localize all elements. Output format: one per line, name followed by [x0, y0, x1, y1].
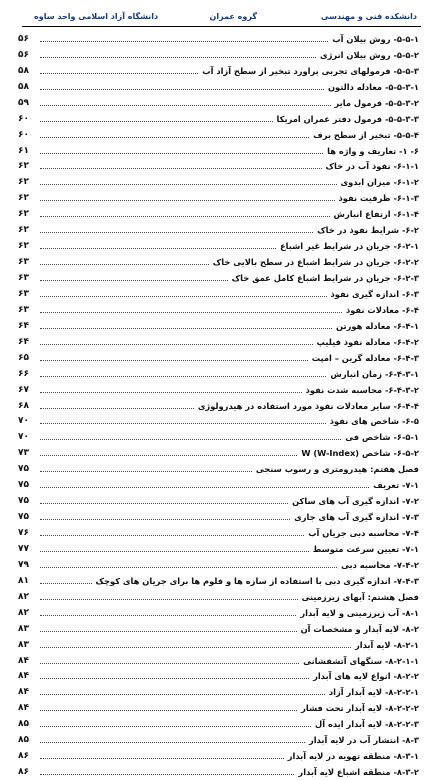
toc-entry — [18, 573, 419, 589]
toc-leader-dots — [40, 677, 309, 679]
toc-leader-dots — [40, 502, 288, 504]
toc-entry-title: فصل هفتم: هیدرومتری و رسوب سنجی — [255, 464, 419, 475]
toc-entry-page: ۸۴ — [18, 703, 29, 714]
toc-entry-title: ۶-۵-۱- شاخص فی — [345, 432, 419, 443]
toc-leader-dots — [40, 486, 369, 488]
toc-leader-dots — [40, 630, 297, 632]
header-university: دانشگاه آزاد اسلامی واحد ساوه — [34, 12, 159, 21]
toc-entry-title: ۶-۱-۱- نفوذ آب در خاک — [325, 161, 419, 172]
toc-leader-dots — [40, 152, 323, 154]
toc-leader-dots — [40, 693, 325, 695]
toc-entry-page: ۶۲ — [18, 177, 29, 188]
toc-entry-title: ۶-۴-۳-۲- محاسبه شدت نفوذ — [305, 384, 419, 395]
toc-entry-title: ۵-۵-۳-۳- فرمول دفتر عمران امریکا — [276, 113, 419, 124]
toc-leader-dots — [40, 709, 297, 711]
toc-entry-page: ۶۴ — [18, 336, 29, 347]
toc-leader-dots — [40, 391, 302, 393]
toc-entry-page: ۸۴ — [18, 687, 29, 698]
toc-entry — [18, 509, 419, 525]
toc-leader-dots — [40, 407, 194, 409]
toc-leader-dots — [40, 104, 331, 106]
toc-entry-page: ۷۶ — [18, 528, 29, 539]
toc-entry — [18, 414, 419, 430]
toc-entry-page: ۶۲ — [18, 161, 29, 172]
toc-entry-title: ۸-۲-۲-۱- لایه آبدار آزاد — [328, 687, 419, 698]
toc-entry-page: ۶۳ — [18, 288, 29, 299]
toc-entry-title: ۵-۵-۳-۱- معادله دالتون — [327, 81, 419, 92]
toc-leader-dots — [40, 56, 316, 58]
toc-entry — [18, 206, 419, 222]
toc-entry-title: ۶-۵-۲- شاخص W (W-Index) — [301, 448, 419, 459]
toc-leader-dots — [40, 470, 252, 472]
toc-entry-page: ۶۲ — [18, 209, 29, 220]
toc-entry-title: ۸-۲- لایه آبدار و مشخصات آن — [300, 623, 419, 634]
toc-entry-title: فصل هشتم: آبهای زیرزمینی — [301, 591, 419, 602]
toc-entry-title: ۷-۱- تعیین سرعت متوسط — [312, 543, 419, 554]
toc-entry-title: ۶-۱-۴- ارتفاع انبارش — [333, 209, 419, 220]
toc-entry — [18, 589, 419, 605]
toc-entry-page: ۵۹ — [18, 97, 29, 108]
toc-entry-page: ۵۸ — [18, 65, 29, 76]
toc-entry-title: ۵-۵-۴- تبخیر از سطح برف — [313, 129, 419, 140]
toc-entry — [18, 398, 419, 414]
toc-entry-title: ۶-۳- اندازه گیری نفوذ — [330, 288, 419, 299]
toc-entry-title: ۶-۲-۱- جریان در شرایط غیر اشباع — [279, 241, 419, 252]
toc-entry — [18, 63, 419, 79]
toc-entry-page: ۸۳ — [18, 639, 29, 650]
toc-entry — [18, 111, 419, 127]
toc-entry — [18, 79, 419, 95]
toc-leader-dots — [40, 311, 342, 313]
header-department: گروه عمران — [209, 12, 257, 21]
toc-leader-dots — [40, 136, 309, 138]
toc-leader-dots — [40, 646, 351, 648]
toc-entry-page: ۷۵ — [18, 480, 29, 491]
toc-entry-title: ۶-۱-۲- میزان ابدوی — [340, 177, 419, 188]
toc-leader-dots — [40, 359, 308, 361]
toc-leader-dots — [40, 518, 290, 520]
toc-entry — [18, 174, 419, 190]
toc-entry-title: ۶-۴-۳-۱- زمان انبارش — [330, 368, 419, 379]
toc-leader-dots — [40, 566, 337, 568]
toc-leader-dots — [40, 88, 324, 90]
toc-entry-page: ۵۶ — [18, 49, 29, 60]
toc-entry-page: ۷۵ — [18, 512, 29, 523]
toc-entry — [18, 350, 419, 366]
toc-entry — [18, 222, 419, 238]
toc-entry-title: ۵-۵-۳- فرمولهای تجربی براورد تبخیر از سطح آزاد آب — [202, 65, 419, 76]
toc-entry-title: ۶-۴-۴- سایر معادلات نفوذ مورد استفاده در هیدرولوژی — [197, 400, 419, 411]
toc-entry-page: ۶۴ — [18, 320, 29, 331]
toc-entry — [18, 334, 419, 350]
toc-entry-title: ۶-۵- شاخص های نفوذ — [329, 416, 419, 427]
toc-entry — [18, 429, 419, 445]
toc-entry — [18, 621, 419, 637]
toc-entry — [18, 159, 419, 175]
toc-entry — [18, 764, 419, 780]
toc-entry-title: ۶-۴-۱- معادله هورتن — [336, 320, 419, 331]
toc-entry-title: ۶-۴-۳- معادله گرین – امپت — [311, 352, 419, 363]
toc-entry — [18, 541, 419, 557]
toc-entry — [18, 238, 419, 254]
toc-entry-page: ۵۶ — [18, 33, 29, 44]
toc-entry — [18, 748, 419, 764]
toc-entry-page: ۸۶ — [18, 751, 29, 762]
toc-entry-title: ۸-۲-۲- انواع لایه های آبدار — [313, 671, 419, 682]
toc-entry-title: ۷-۱- تعریف — [373, 480, 419, 491]
toc-entry — [18, 95, 419, 111]
toc-entry-page: ۷۹ — [18, 559, 29, 570]
toc-entry-title: ۸-۲-۱- لایه آبدار — [354, 639, 419, 650]
toc-entry-title: ۶-۲-۲- جریان در شرایط اشباع در سطح بالایی خاک — [212, 257, 419, 268]
toc-leader-dots — [40, 215, 330, 217]
toc-entry-title: ۵-۵-۱- روش بیلان آب — [332, 33, 419, 44]
toc-leader-dots — [40, 72, 198, 74]
toc-leader-dots — [40, 343, 313, 345]
toc-entry-page: ۶۶ — [18, 368, 29, 379]
toc-entry-title: ۸-۲-۲-۳- لایه آبدار ایده آل — [315, 719, 419, 730]
toc-leader-dots — [40, 422, 326, 424]
toc-entry-title: ۵-۵-۳-۲- فرمول مایر — [334, 97, 419, 108]
toc-entry-page: ۷۰ — [18, 432, 29, 443]
toc-entry-title: ۶-۱-۳- ظرفیت نفوذ — [338, 193, 419, 204]
toc-entry-title: ۵-۵-۲- روش بیلان انرژی — [320, 49, 419, 60]
toc-entry-page: ۸۲ — [18, 591, 29, 602]
toc-leader-dots — [40, 279, 228, 281]
toc-entry-title: ۶-۲-۳- جریان در شرایط اشباع کامل عمق خاک — [231, 273, 419, 284]
toc-entry — [18, 716, 419, 732]
toc-entry — [18, 525, 419, 541]
toc-leader-dots — [40, 725, 311, 727]
toc-entry — [18, 653, 419, 669]
toc-entry — [18, 637, 419, 653]
toc-entry-page: ۸۵ — [18, 735, 29, 746]
toc-entry-page: ۶۰ — [18, 113, 29, 124]
toc-entry — [18, 31, 419, 47]
toc-entry-page: ۸۴ — [18, 655, 29, 666]
toc-entry — [18, 47, 419, 63]
toc-entry-page: ۸۶ — [18, 767, 29, 778]
toc-leader-dots — [40, 454, 297, 456]
toc-entry-title: ۶-۲- شرایط نفوذ در خاک — [317, 225, 419, 236]
toc-entry — [18, 461, 419, 477]
toc-entry — [18, 366, 419, 382]
toc-entry — [18, 669, 419, 685]
toc-entry-title: ۸-۳-۲- منطقه اشباع لایه آبدار — [298, 767, 419, 778]
toc-entry — [18, 270, 419, 286]
toc-entry — [18, 477, 419, 493]
toc-entry-page: ۶۷ — [18, 384, 29, 395]
toc-entry — [18, 605, 419, 621]
toc-entry-page: ۶۳ — [18, 273, 29, 284]
toc-leader-dots — [40, 582, 92, 584]
toc-entry-page: ۵۸ — [18, 81, 29, 92]
toc-leader-dots — [40, 438, 341, 440]
toc-entry-page: ۷۳ — [18, 448, 29, 459]
toc-leader-dots — [40, 263, 209, 265]
toc-leader-dots — [40, 550, 309, 552]
toc-leader-dots — [40, 741, 305, 743]
toc-leader-dots — [40, 183, 337, 185]
toc-entry-title: ۸-۳-۱- منطقه تهویه در لایه آبدار — [287, 751, 419, 762]
toc-entry — [18, 254, 419, 270]
toc-leader-dots — [40, 247, 276, 249]
toc-leader-dots — [40, 662, 299, 664]
toc-entry — [18, 286, 419, 302]
toc-entry-page: ۶۰ — [18, 129, 29, 140]
toc-leader-dots — [40, 199, 335, 201]
toc-entry-page: ۶۳ — [18, 257, 29, 268]
toc-entry-title: ۸-۳- انتشار آب در لایه آبدار — [308, 735, 419, 746]
toc-entry-page: ۷۵ — [18, 464, 29, 475]
toc-entry-title: ۸-۲-۱-۱- سنگهای آتشفشانی — [303, 655, 419, 666]
toc-entry-page: ۷۷ — [18, 543, 29, 554]
toc-entry-title: ۸-۱- آب زیرزمینی و لایه آبدار — [300, 607, 419, 618]
toc-leader-dots — [40, 167, 322, 169]
toc-entry — [18, 127, 419, 143]
toc-leader-dots — [40, 614, 296, 616]
toc-leader-dots — [40, 773, 294, 775]
toc-leader-dots — [40, 327, 332, 329]
toc-entry-title: ۷-۴- محاسبه دبی جریان آب — [308, 528, 419, 539]
toc-leader-dots — [40, 757, 284, 759]
toc-entry-page: ۸۱ — [18, 575, 29, 586]
toc-entry — [18, 684, 419, 700]
toc-entry-title: ۶- ۱- تعاریف و واژه ها — [327, 145, 419, 156]
toc-entry-title: ۷-۴-۲- محاسبه دبی — [341, 559, 419, 570]
toc-entry-title: ۶-۴- معادلات نفوذ — [345, 304, 419, 315]
page-header — [22, 10, 421, 27]
toc-entry-page: ۸۳ — [18, 623, 29, 634]
toc-entry — [18, 382, 419, 398]
toc-entry — [18, 557, 419, 573]
toc-entry-page: ۶۲ — [18, 241, 29, 252]
toc-entry-page: ۷۰ — [18, 416, 29, 427]
toc-leader-dots — [40, 295, 327, 297]
toc-entry-title: ۷-۲- اندازه گیری آب های ساکن — [292, 496, 419, 507]
header-faculty: دانشکده فنی و مهندسی — [321, 12, 417, 21]
toc-entry-page: ۷۵ — [18, 496, 29, 507]
toc-entry — [18, 493, 419, 509]
toc-entry-title: ۷-۴-۳- اندازه گیری دبی با استفاده از سازه ها و فلوم ها برای جریان های کوچک — [95, 575, 419, 586]
toc-entry-page: ۶۵ — [18, 352, 29, 363]
toc-entry — [18, 700, 419, 716]
toc-entry-page: ۶۸ — [18, 400, 29, 411]
table-of-contents — [18, 31, 419, 780]
toc-entry-title: ۷-۳- اندازه گیری آب های جاری — [294, 512, 419, 523]
toc-entry — [18, 302, 419, 318]
toc-entry — [18, 445, 419, 461]
toc-leader-dots — [40, 375, 326, 377]
toc-leader-dots — [40, 598, 298, 600]
toc-entry-title: ۸-۲-۲-۲- لایه آبدار تحت فشار — [301, 703, 419, 714]
toc-leader-dots — [40, 534, 304, 536]
toc-leader-dots — [40, 231, 313, 233]
toc-entry-page: ۸۵ — [18, 719, 29, 730]
toc-entry-page: ۶۱ — [18, 145, 29, 156]
toc-entry — [18, 143, 419, 159]
toc-leader-dots — [40, 120, 273, 122]
toc-entry-title: ۶-۴-۲- معادله نفوذ فیلیپ — [316, 336, 419, 347]
toc-entry-page: ۶۲ — [18, 225, 29, 236]
toc-entry — [18, 732, 419, 748]
toc-entry-page: ۸۴ — [18, 671, 29, 682]
toc-entry — [18, 190, 419, 206]
toc-entry-page: ۶۲ — [18, 193, 29, 204]
toc-entry-page: ۶۳ — [18, 304, 29, 315]
toc-leader-dots — [40, 40, 328, 42]
toc-entry-page: ۸۲ — [18, 607, 29, 618]
toc-entry — [18, 318, 419, 334]
